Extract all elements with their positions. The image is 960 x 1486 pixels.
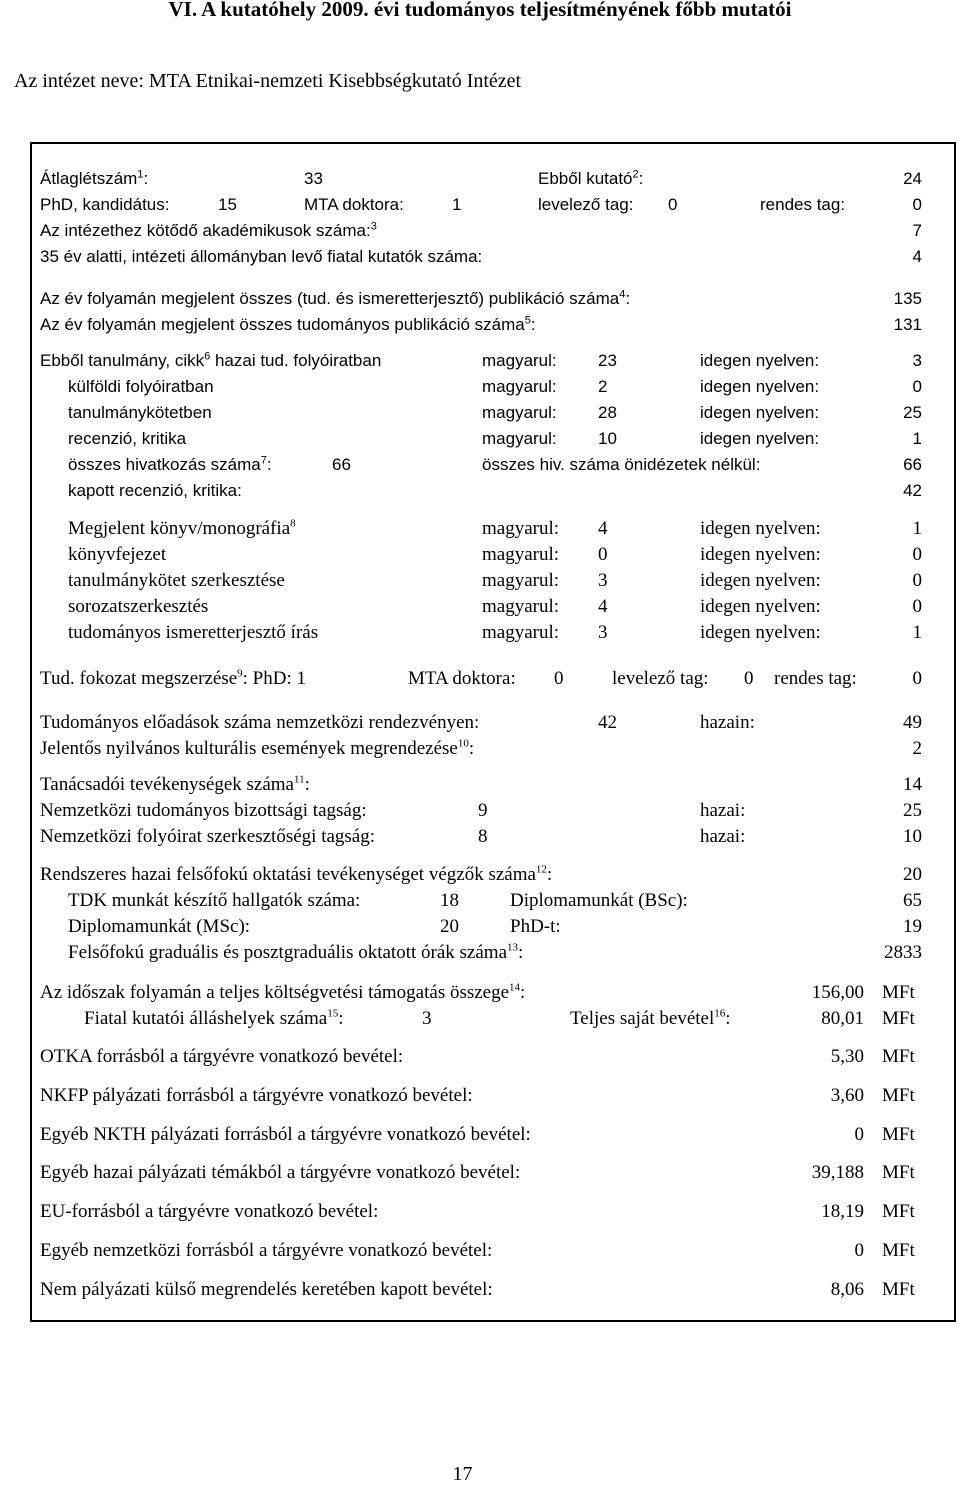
editorial-label: Nemzetközi folyóirat szerkesztőségi tagság:	[40, 826, 376, 847]
home-lectures-label: hazain:	[700, 712, 755, 733]
degrees-mta-value: 0	[554, 668, 564, 689]
researcher-value: 24	[903, 169, 922, 188]
articles-foreign-value: 25	[903, 403, 922, 422]
books-foreign-label: idegen nyelven:	[700, 544, 821, 565]
income-label: NKFP pályázati forrásból a tárgyévre vonatkozó bevétel:	[40, 1085, 473, 1106]
reviews-label: kapott recenzió, kritika:	[68, 481, 242, 500]
young-researchers-label: 35 év alatti, intézeti állományban levő fiatal kutatók száma:	[40, 247, 483, 266]
phd-value: 15	[218, 195, 237, 214]
intl-lectures-value: 42	[598, 712, 617, 733]
articles-hu-value: 23	[598, 351, 617, 370]
income-unit: MFt	[882, 1046, 915, 1067]
articles-hu-value: 2	[598, 377, 608, 396]
books-hu-value: 3	[598, 622, 608, 643]
sci-publications-value: 131	[893, 315, 922, 334]
articles-foreign-label: idegen nyelven:	[700, 403, 820, 422]
articles-foreign-label: idegen nyelven:	[700, 351, 820, 370]
articles-hu-value: 10	[598, 429, 617, 448]
books-foreign-label: idegen nyelven:	[700, 518, 821, 539]
books-row-label: tudományos ismeretterjesztő írás	[68, 622, 319, 643]
budget-total-label: Az időszak folyamán a teljes költségvetési támogatás összege$^{14}$:	[40, 981, 526, 1003]
books-row-label: könyvfejezet	[68, 544, 167, 565]
books-hu-value: 4	[598, 596, 608, 617]
committee-home-value: 25	[903, 800, 922, 821]
phd-thesis-value: 19	[903, 916, 922, 937]
citations-label: összes hivatkozás száma$^7$:	[68, 454, 272, 474]
income-value: 0	[854, 1240, 864, 1261]
income-label: Egyéb nemzetközi forrásból a tárgyévre vonatkozó bevétel:	[40, 1240, 493, 1261]
books-hu-value: 3	[598, 570, 608, 591]
page-number: 17	[452, 1463, 473, 1485]
books-foreign-label: idegen nyelven:	[700, 596, 821, 617]
committee-home-label: hazai:	[700, 800, 746, 821]
msc-value: 20	[440, 916, 459, 937]
articles-foreign-label: idegen nyelven:	[700, 377, 820, 396]
researcher-label: Ebből kutató$^2$:	[538, 168, 644, 188]
academics-label: Az intézethez kötődő akadémikusok száma:$^3$	[40, 220, 377, 240]
page-title: VI. A kutatóhely 2009. évi tudományos teljesítményének főbb mutatói	[168, 0, 792, 21]
tdk-value: 18	[440, 890, 459, 911]
citations-noself-value: 66	[903, 455, 922, 474]
editorial-value: 8	[478, 826, 488, 847]
articles-foreign-value: 0	[912, 377, 922, 396]
committee-value: 9	[478, 800, 488, 821]
books-foreign-value: 1	[912, 622, 922, 643]
articles-hu-label: magyarul:	[482, 403, 557, 422]
avg-headcount-label: Átlaglétszám$^1$:	[40, 168, 149, 188]
income-value: 0	[854, 1124, 864, 1145]
income-value: 3,60	[830, 1085, 864, 1106]
reviews-value: 42	[903, 481, 922, 500]
tdk-label: TDK munkát készítő hallgatók száma:	[68, 890, 361, 911]
books-hu-label: magyarul:	[482, 622, 560, 643]
articles-lead-label: Ebből tanulmány, cikk$^6$ hazai tud. folyóiratban	[40, 350, 382, 370]
income-label: Nem pályázati külső megrendelés keretében kapott bevétel:	[40, 1279, 493, 1300]
citations-noself-label: összes hiv. száma önidézetek nélkül:	[482, 455, 761, 474]
editorial-home-label: hazai:	[700, 826, 746, 847]
academics-value: 7	[912, 221, 922, 240]
teaching-hours-label: Felsőfokú graduális és posztgraduális oktatott órák száma$^{13}$:	[68, 941, 524, 963]
full-member-value: 0	[912, 195, 922, 214]
teaching-hours-value: 2833	[884, 942, 922, 963]
budget-total-value: 156,00	[811, 982, 864, 1003]
books-label: Megjelent könyv/monográfia$^8$	[68, 517, 296, 539]
books-hu-value: 4	[598, 518, 608, 539]
citations-value: 66	[332, 455, 351, 474]
articles-row-label: tanulmánykötetben	[68, 403, 212, 422]
own-income-unit: MFt	[882, 1008, 915, 1029]
books-hu-label: magyarul:	[482, 596, 560, 617]
income-unit: MFt	[882, 1279, 915, 1300]
books-foreign-value: 0	[912, 544, 922, 565]
articles-hu-label: magyarul:	[482, 351, 557, 370]
mta-doctor-value: 1	[452, 195, 462, 214]
income-label: OTKA forrásból a tárgyévre vonatkozó bevétel:	[40, 1046, 404, 1067]
degrees-full-label: rendes tag:	[774, 668, 857, 689]
books-foreign-value: 0	[912, 570, 922, 591]
books-foreign-label: idegen nyelven:	[700, 622, 821, 643]
articles-foreign-value: 3	[912, 351, 922, 370]
mta-doctor-label: MTA doktora:	[304, 195, 404, 214]
income-value: 8,06	[830, 1279, 864, 1300]
advisory-label: Tanácsadói tevékenységek száma$^{11}$:	[40, 773, 310, 795]
books-foreign-label: idegen nyelven:	[700, 570, 821, 591]
own-income-label: Teljes saját bevétel$^{16}$:	[570, 1007, 731, 1029]
events-label: Jelentős nyilvános kulturális események megrendezése$^{10}$:	[40, 737, 475, 759]
articles-hu-label: magyarul:	[482, 377, 557, 396]
sci-publications-label: Az év folyamán megjelent összes tudományos publikáció száma$^5$:	[40, 314, 536, 334]
income-label: EU-forrásból a tárgyévre vonatkozó bevétel:	[40, 1201, 379, 1222]
budget-total-unit: MFt	[882, 982, 915, 1003]
degrees-label: Tud. fokozat megszerzése$^9$: PhD: 1	[40, 667, 307, 689]
income-unit: MFt	[882, 1201, 915, 1222]
books-hu-label: magyarul:	[482, 518, 560, 539]
books-hu-value: 0	[598, 544, 608, 565]
msc-label: Diplomamunkát (MSc):	[68, 916, 251, 937]
books-hu-label: magyarul:	[482, 544, 560, 565]
books-hu-label: magyarul:	[482, 570, 560, 591]
corr-member-label: levelező tag:	[538, 195, 634, 214]
events-value: 2	[912, 738, 922, 759]
full-member-label: rendes tag:	[760, 195, 846, 214]
income-unit: MFt	[882, 1162, 915, 1183]
income-value: 39,188	[811, 1162, 864, 1183]
articles-foreign-label: idegen nyelven:	[700, 429, 820, 448]
advisory-value: 14	[903, 774, 922, 795]
home-lectures-value: 49	[903, 712, 922, 733]
own-income-value: 80,01	[821, 1008, 864, 1029]
articles-hu-label: magyarul:	[482, 429, 557, 448]
committee-label: Nemzetközi tudományos bizottsági tagság:	[40, 800, 367, 821]
all-publications-value: 135	[893, 289, 922, 308]
articles-row-label: recenzió, kritika	[68, 429, 187, 448]
bsc-value: 65	[903, 890, 922, 911]
books-foreign-value: 0	[912, 596, 922, 617]
articles-row-label: külföldi folyóiratban	[68, 377, 214, 396]
editorial-home-value: 10	[903, 826, 922, 847]
income-value: 18,19	[821, 1201, 864, 1222]
bsc-label: Diplomamunkát (BSc):	[510, 890, 688, 911]
young-positions-label: Fiatal kutatói álláshelyek száma$^{15}$:	[84, 1007, 344, 1029]
income-unit: MFt	[882, 1240, 915, 1261]
degrees-corr-label: levelező tag:	[612, 668, 709, 689]
intl-lectures-label: Tudományos előadások száma nemzetközi rendezvényen:	[40, 712, 480, 733]
books-foreign-value: 1	[912, 518, 922, 539]
young-researchers-value: 4	[912, 247, 922, 266]
corr-member-value: 0	[668, 195, 678, 214]
articles-foreign-value: 1	[912, 429, 922, 448]
avg-headcount-value: 33	[304, 169, 323, 188]
books-row-label: tanulmánykötet szerkesztése	[68, 570, 285, 591]
phd-thesis-label: PhD-t:	[510, 916, 561, 937]
income-value: 5,30	[830, 1046, 864, 1067]
degrees-mta-label: MTA doktora:	[408, 668, 516, 689]
phd-label: PhD, kandidátus:	[40, 195, 170, 214]
all-publications-label: Az év folyamán megjelent összes (tud. és ismeretterjesztő) publikáció száma$^4$:	[40, 288, 631, 308]
teaching-label: Rendszeres hazai felsőfokú oktatási tevékenységet végzők száma$^{12}$:	[40, 863, 553, 885]
income-label: Egyéb hazai pályázati témákból a tárgyévre vonatkozó bevétel:	[40, 1162, 521, 1183]
income-unit: MFt	[882, 1085, 915, 1106]
books-row-label: sorozatszerkesztés	[68, 596, 209, 617]
income-label: Egyéb NKTH pályázati forrásból a tárgyévre vonatkozó bevétel:	[40, 1124, 531, 1145]
degrees-corr-value: 0	[744, 668, 754, 689]
degrees-full-value: 0	[912, 668, 922, 689]
articles-hu-value: 28	[598, 403, 617, 422]
income-unit: MFt	[882, 1124, 915, 1145]
young-positions-value: 3	[422, 1008, 432, 1029]
institute-name: Az intézet neve: MTA Etnikai-nemzeti Kisebbségkutató Intézet	[14, 70, 522, 92]
teaching-value: 20	[903, 864, 922, 885]
